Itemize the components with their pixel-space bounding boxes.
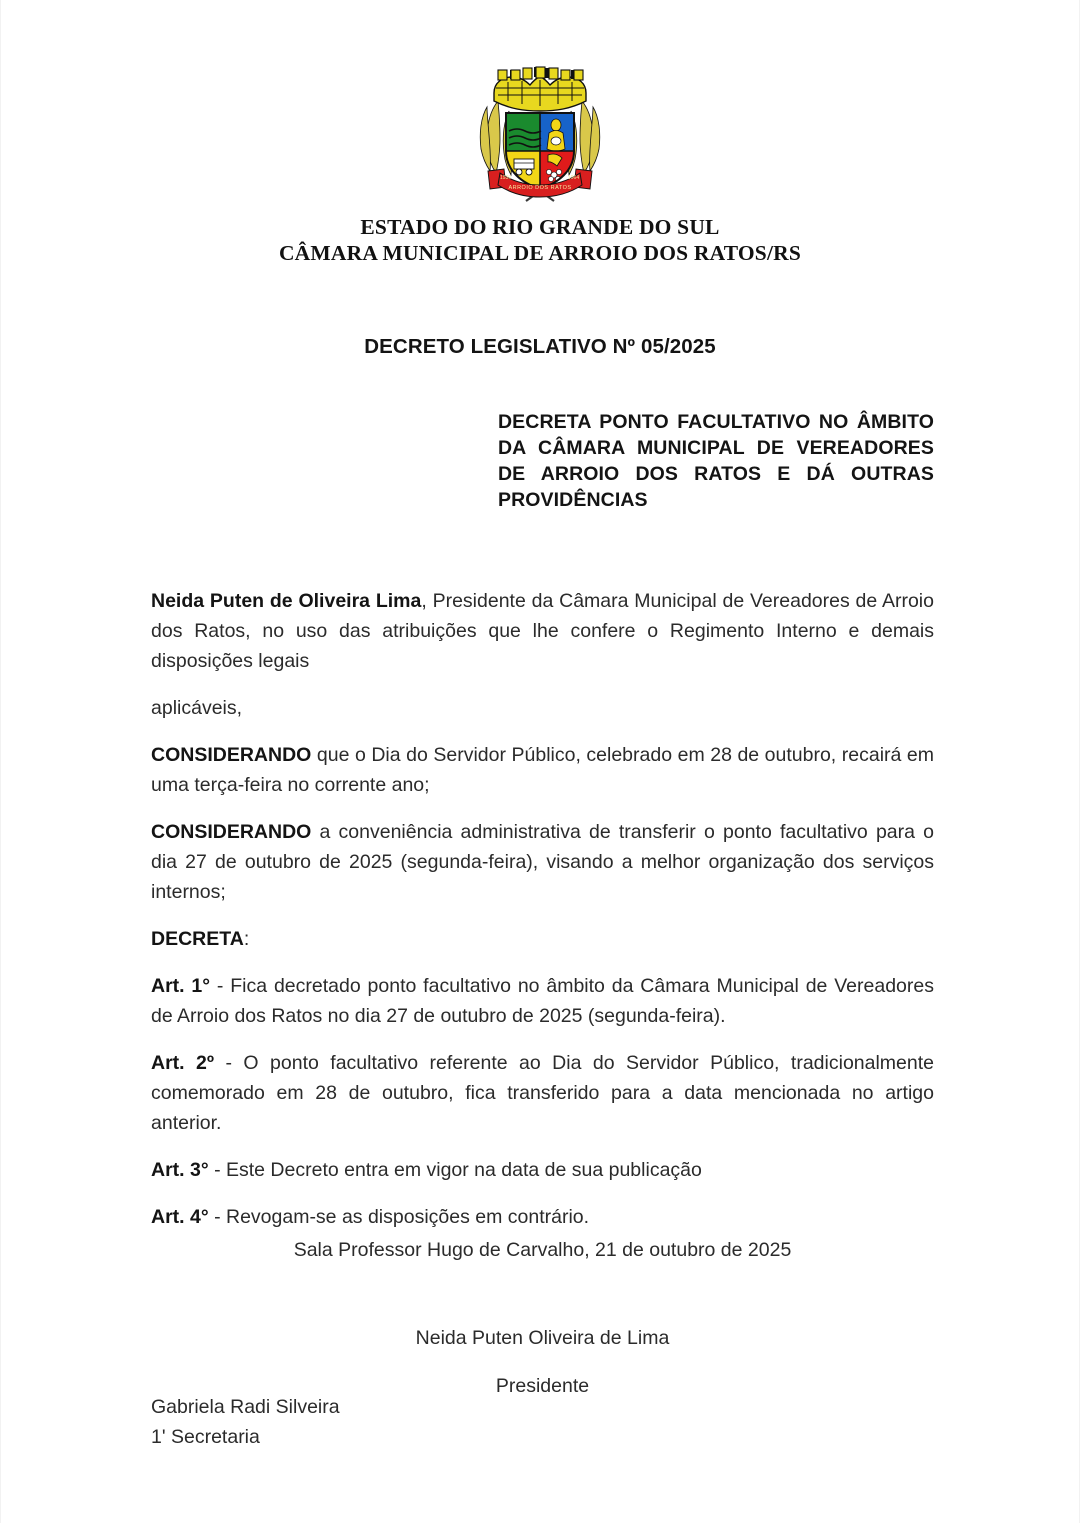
- decreta-colon: :: [243, 928, 250, 950]
- signer-name: Neida Puten de Oliveira Lima: [151, 590, 422, 612]
- signature-name: Neida Puten Oliveira de Lima: [415, 1327, 670, 1349]
- article-paragraph: [151, 1048, 934, 1138]
- secretary-role: 1' Secretaria: [151, 1426, 260, 1448]
- page-title: DECRETO LEGISLATIVO Nº 05/2025: [364, 335, 716, 358]
- preamble-text: , Presidente da Câmara Municipal de Vereadores de Arroio dos Ratos, no uso das atribuições que lhe confere o Regimento Interno e demais disposições legais: [151, 590, 934, 672]
- considerando-paragraph: [151, 817, 934, 907]
- svg-text:1930: 1930: [500, 175, 512, 181]
- preamble-continuation: aplicáveis,: [151, 697, 243, 719]
- place-and-date: Sala Professor Hugo de Carvalho, 21 de outubro de 2025: [293, 1239, 792, 1261]
- article-text: - Revogam-se as disposições em contrário.: [208, 1206, 590, 1228]
- header-state-line: ESTADO DO RIO GRANDE DO SUL: [360, 215, 720, 239]
- svg-text:1964: 1964: [568, 175, 580, 181]
- institution-header: [1, 214, 1079, 266]
- considerando-label: CONSIDERANDO: [151, 821, 312, 843]
- considerando-text: que o Dia do Servidor Público, celebrado em 28 de outubro, recairá em uma terça-feira no corrente ano;: [151, 744, 934, 796]
- considerando-label: CONSIDERANDO: [151, 744, 312, 766]
- secretary-name: Gabriela Radi Silveira: [151, 1396, 340, 1418]
- article-label: Art. 4°: [151, 1206, 209, 1228]
- decreta-label: DECRETA: [151, 928, 244, 950]
- article-text: - Fica decretado ponto facultativo no âmbito da Câmara Municipal de Vereadores de Arroio dos Ratos no dia 27 de outubro de 2025 (segunda-feira).: [151, 975, 934, 1027]
- coat-of-arms-icon: [460, 55, 620, 207]
- closing-block: [151, 1235, 934, 1401]
- considerando-text: a conveniência administrativa de transferir o ponto facultativo para o dia 27 de outubro de 2025 (segunda-feira), visando a melhor organização dos serviços internos;: [151, 821, 934, 903]
- mural-crown-icon: [494, 67, 586, 111]
- article-paragraph: [151, 971, 934, 1031]
- header-chamber-line: CÂMARA MUNICIPAL DE ARROIO DOS RATOS/RS: [278, 241, 802, 265]
- decreta-heading: [151, 924, 934, 954]
- article-paragraph: [151, 1155, 934, 1185]
- secretary-block: [151, 1392, 651, 1452]
- decree-summary: DECRETA PONTO FACULTATIVO NO ÂMBITO DA CÂMARA MUNICIPAL DE VEREADORES DE ARROIO DOS RATOS E DÁ OUTRAS PROVIDÊNCIAS: [498, 411, 934, 511]
- svg-text:ARROIO DOS RATOS: ARROIO DOS RATOS: [508, 185, 572, 191]
- article-text: - O ponto facultativo referente ao Dia do Servidor Público, tradicionalmente comemorado em 28 de outubro, fica transferido para a data mencionada no artigo anterior.: [151, 1052, 935, 1134]
- article-label: Art. 3°: [151, 1159, 209, 1181]
- article-paragraph: [151, 1202, 934, 1232]
- document-body: [151, 586, 934, 1232]
- article-text: - Este Decreto entra em vigor na data de sua publicação: [208, 1159, 702, 1181]
- article-label: Art. 1°: [151, 975, 211, 997]
- emblem-container: [1, 55, 1079, 207]
- signature-role: Presidente: [495, 1375, 590, 1397]
- considerando-paragraph: [151, 740, 934, 800]
- article-label: Art. 2º: [151, 1052, 215, 1074]
- preamble-paragraph: [151, 586, 934, 676]
